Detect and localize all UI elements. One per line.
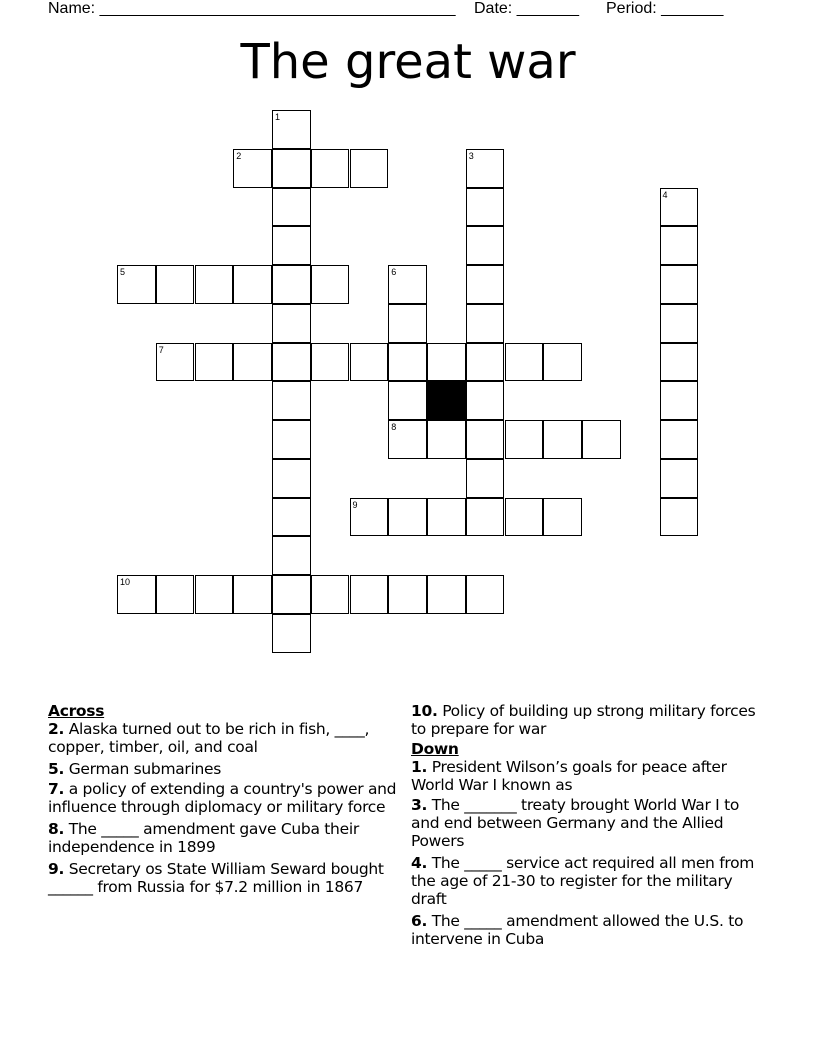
grid-cell[interactable] bbox=[660, 420, 699, 459]
grid-cell[interactable] bbox=[466, 188, 505, 227]
clue-item: 3. The _______ treaty brought World War I to and end between Germany and the Allied Powers bbox=[411, 796, 740, 850]
grid-cell[interactable] bbox=[466, 149, 505, 188]
clue-number: 4 bbox=[662, 189, 668, 200]
grid-cell[interactable] bbox=[156, 575, 195, 614]
grid-cell[interactable] bbox=[582, 420, 621, 459]
grid-cell[interactable] bbox=[272, 498, 311, 537]
grid-cell[interactable] bbox=[505, 420, 544, 459]
grid-cell[interactable] bbox=[117, 265, 156, 304]
grid-cell[interactable] bbox=[466, 420, 505, 459]
grid-cell[interactable] bbox=[388, 265, 427, 304]
grid-cell[interactable] bbox=[195, 265, 234, 304]
clue-item: 7. a policy of extending a country's power and influence through diplomacy or military force bbox=[48, 780, 397, 816]
grid-cell[interactable] bbox=[311, 343, 350, 382]
grid-cell[interactable] bbox=[195, 343, 234, 382]
grid-cell[interactable] bbox=[660, 459, 699, 498]
grid-cell[interactable] bbox=[388, 381, 427, 420]
grid-cell[interactable] bbox=[466, 343, 505, 382]
grid-cell[interactable] bbox=[660, 381, 699, 420]
down-clues bbox=[411, 702, 771, 952]
grid-cell[interactable] bbox=[272, 536, 311, 575]
clue-number: 2 bbox=[236, 150, 242, 161]
name-field[interactable]: Name: ________________________________________ bbox=[48, 0, 456, 17]
grid-cell[interactable] bbox=[272, 459, 311, 498]
grid-cell[interactable] bbox=[427, 343, 466, 382]
grid-cell[interactable] bbox=[156, 343, 195, 382]
clue-number: 7 bbox=[158, 344, 164, 355]
grid-cell[interactable] bbox=[350, 498, 389, 537]
grid-cell[interactable] bbox=[427, 420, 466, 459]
grid-cell[interactable] bbox=[388, 343, 427, 382]
grid-cell[interactable] bbox=[660, 265, 699, 304]
grid-cell[interactable] bbox=[272, 614, 311, 653]
clue-item: 1. President Wilson’s goals for peace after World War I known as bbox=[411, 758, 727, 794]
grid-cell[interactable] bbox=[543, 498, 582, 537]
clue-item: 4. The _____ service act required all men from the age of 21-30 to register for the military draft bbox=[411, 854, 755, 908]
clue-number: 1 bbox=[275, 112, 281, 122]
grid-cell[interactable] bbox=[233, 343, 272, 382]
clue-number: 9 bbox=[352, 499, 358, 510]
grid-cell[interactable] bbox=[543, 420, 582, 459]
grid-cell[interactable] bbox=[233, 575, 272, 614]
grid-cell[interactable] bbox=[272, 188, 311, 227]
black-cell bbox=[427, 381, 466, 420]
grid-cell[interactable] bbox=[272, 575, 311, 614]
grid-cell[interactable] bbox=[543, 343, 582, 382]
clue-item: 8. The _____ amendment gave Cuba their independence in 1899 bbox=[48, 820, 359, 856]
grid-cell[interactable] bbox=[660, 188, 699, 227]
period-field[interactable]: Period: _______ bbox=[606, 0, 724, 17]
clue-item: 5. German submarines bbox=[48, 760, 222, 778]
grid-cell[interactable] bbox=[660, 304, 699, 343]
grid-cell[interactable] bbox=[466, 381, 505, 420]
grid-cell[interactable] bbox=[466, 459, 505, 498]
grid-cell[interactable] bbox=[466, 498, 505, 537]
grid-cell[interactable] bbox=[350, 149, 389, 188]
grid-cell[interactable] bbox=[272, 420, 311, 459]
grid-cell[interactable] bbox=[466, 575, 505, 614]
grid-cell[interactable] bbox=[233, 265, 272, 304]
page-title: The great war bbox=[240, 34, 576, 90]
grid-cell[interactable] bbox=[311, 265, 350, 304]
grid-cell[interactable] bbox=[388, 420, 427, 459]
grid-cell[interactable] bbox=[660, 226, 699, 265]
clue-item: 10. Policy of building up strong military forces to prepare for war bbox=[411, 702, 756, 738]
across-clues bbox=[48, 702, 408, 900]
grid-cell[interactable] bbox=[466, 226, 505, 265]
clue-item: 2. Alaska turned out to be rich in fish, ____, copper, timber, oil, and coal bbox=[48, 720, 370, 756]
grid-cell[interactable] bbox=[388, 575, 427, 614]
clue-number: 3 bbox=[468, 150, 474, 161]
grid-cell[interactable] bbox=[272, 381, 311, 420]
grid-cell[interactable] bbox=[427, 575, 466, 614]
grid-cell[interactable] bbox=[195, 575, 234, 614]
grid-cell[interactable] bbox=[660, 498, 699, 537]
grid-cell[interactable] bbox=[505, 343, 544, 382]
clue-number: 5 bbox=[120, 267, 126, 277]
clue-item: 6. The _____ amendment allowed the U.S. to intervene in Cuba bbox=[411, 912, 744, 948]
clue-number: 8 bbox=[391, 422, 397, 432]
grid-cell[interactable] bbox=[117, 575, 156, 614]
grid-cell[interactable] bbox=[350, 343, 389, 382]
grid-cell[interactable] bbox=[272, 149, 311, 188]
grid-cell[interactable] bbox=[388, 304, 427, 343]
grid-cell[interactable] bbox=[272, 343, 311, 382]
grid-cell[interactable] bbox=[350, 575, 389, 614]
grid-cell[interactable] bbox=[156, 265, 195, 304]
grid-cell[interactable] bbox=[272, 304, 311, 343]
across-heading: Across bbox=[48, 702, 105, 720]
clue-number: 10 bbox=[120, 577, 131, 587]
down-heading: Down bbox=[411, 740, 459, 758]
grid-cell[interactable] bbox=[272, 110, 311, 149]
grid-cell[interactable] bbox=[427, 498, 466, 537]
grid-cell[interactable] bbox=[388, 498, 427, 537]
grid-cell[interactable] bbox=[660, 343, 699, 382]
grid-cell[interactable] bbox=[466, 265, 505, 304]
grid-cell[interactable] bbox=[311, 575, 350, 614]
grid-cell[interactable] bbox=[505, 498, 544, 537]
clue-item: 9. Secretary os State William Seward bought ______ from Russia for $7.2 million in 1867 bbox=[48, 860, 384, 896]
date-field[interactable]: Date: _______ bbox=[474, 0, 579, 17]
grid-cell[interactable] bbox=[272, 265, 311, 304]
grid-cell[interactable] bbox=[272, 226, 311, 265]
grid-cell[interactable] bbox=[311, 149, 350, 188]
grid-cell[interactable] bbox=[466, 304, 505, 343]
grid-cell[interactable] bbox=[233, 149, 272, 188]
clue-number: 6 bbox=[391, 267, 397, 277]
